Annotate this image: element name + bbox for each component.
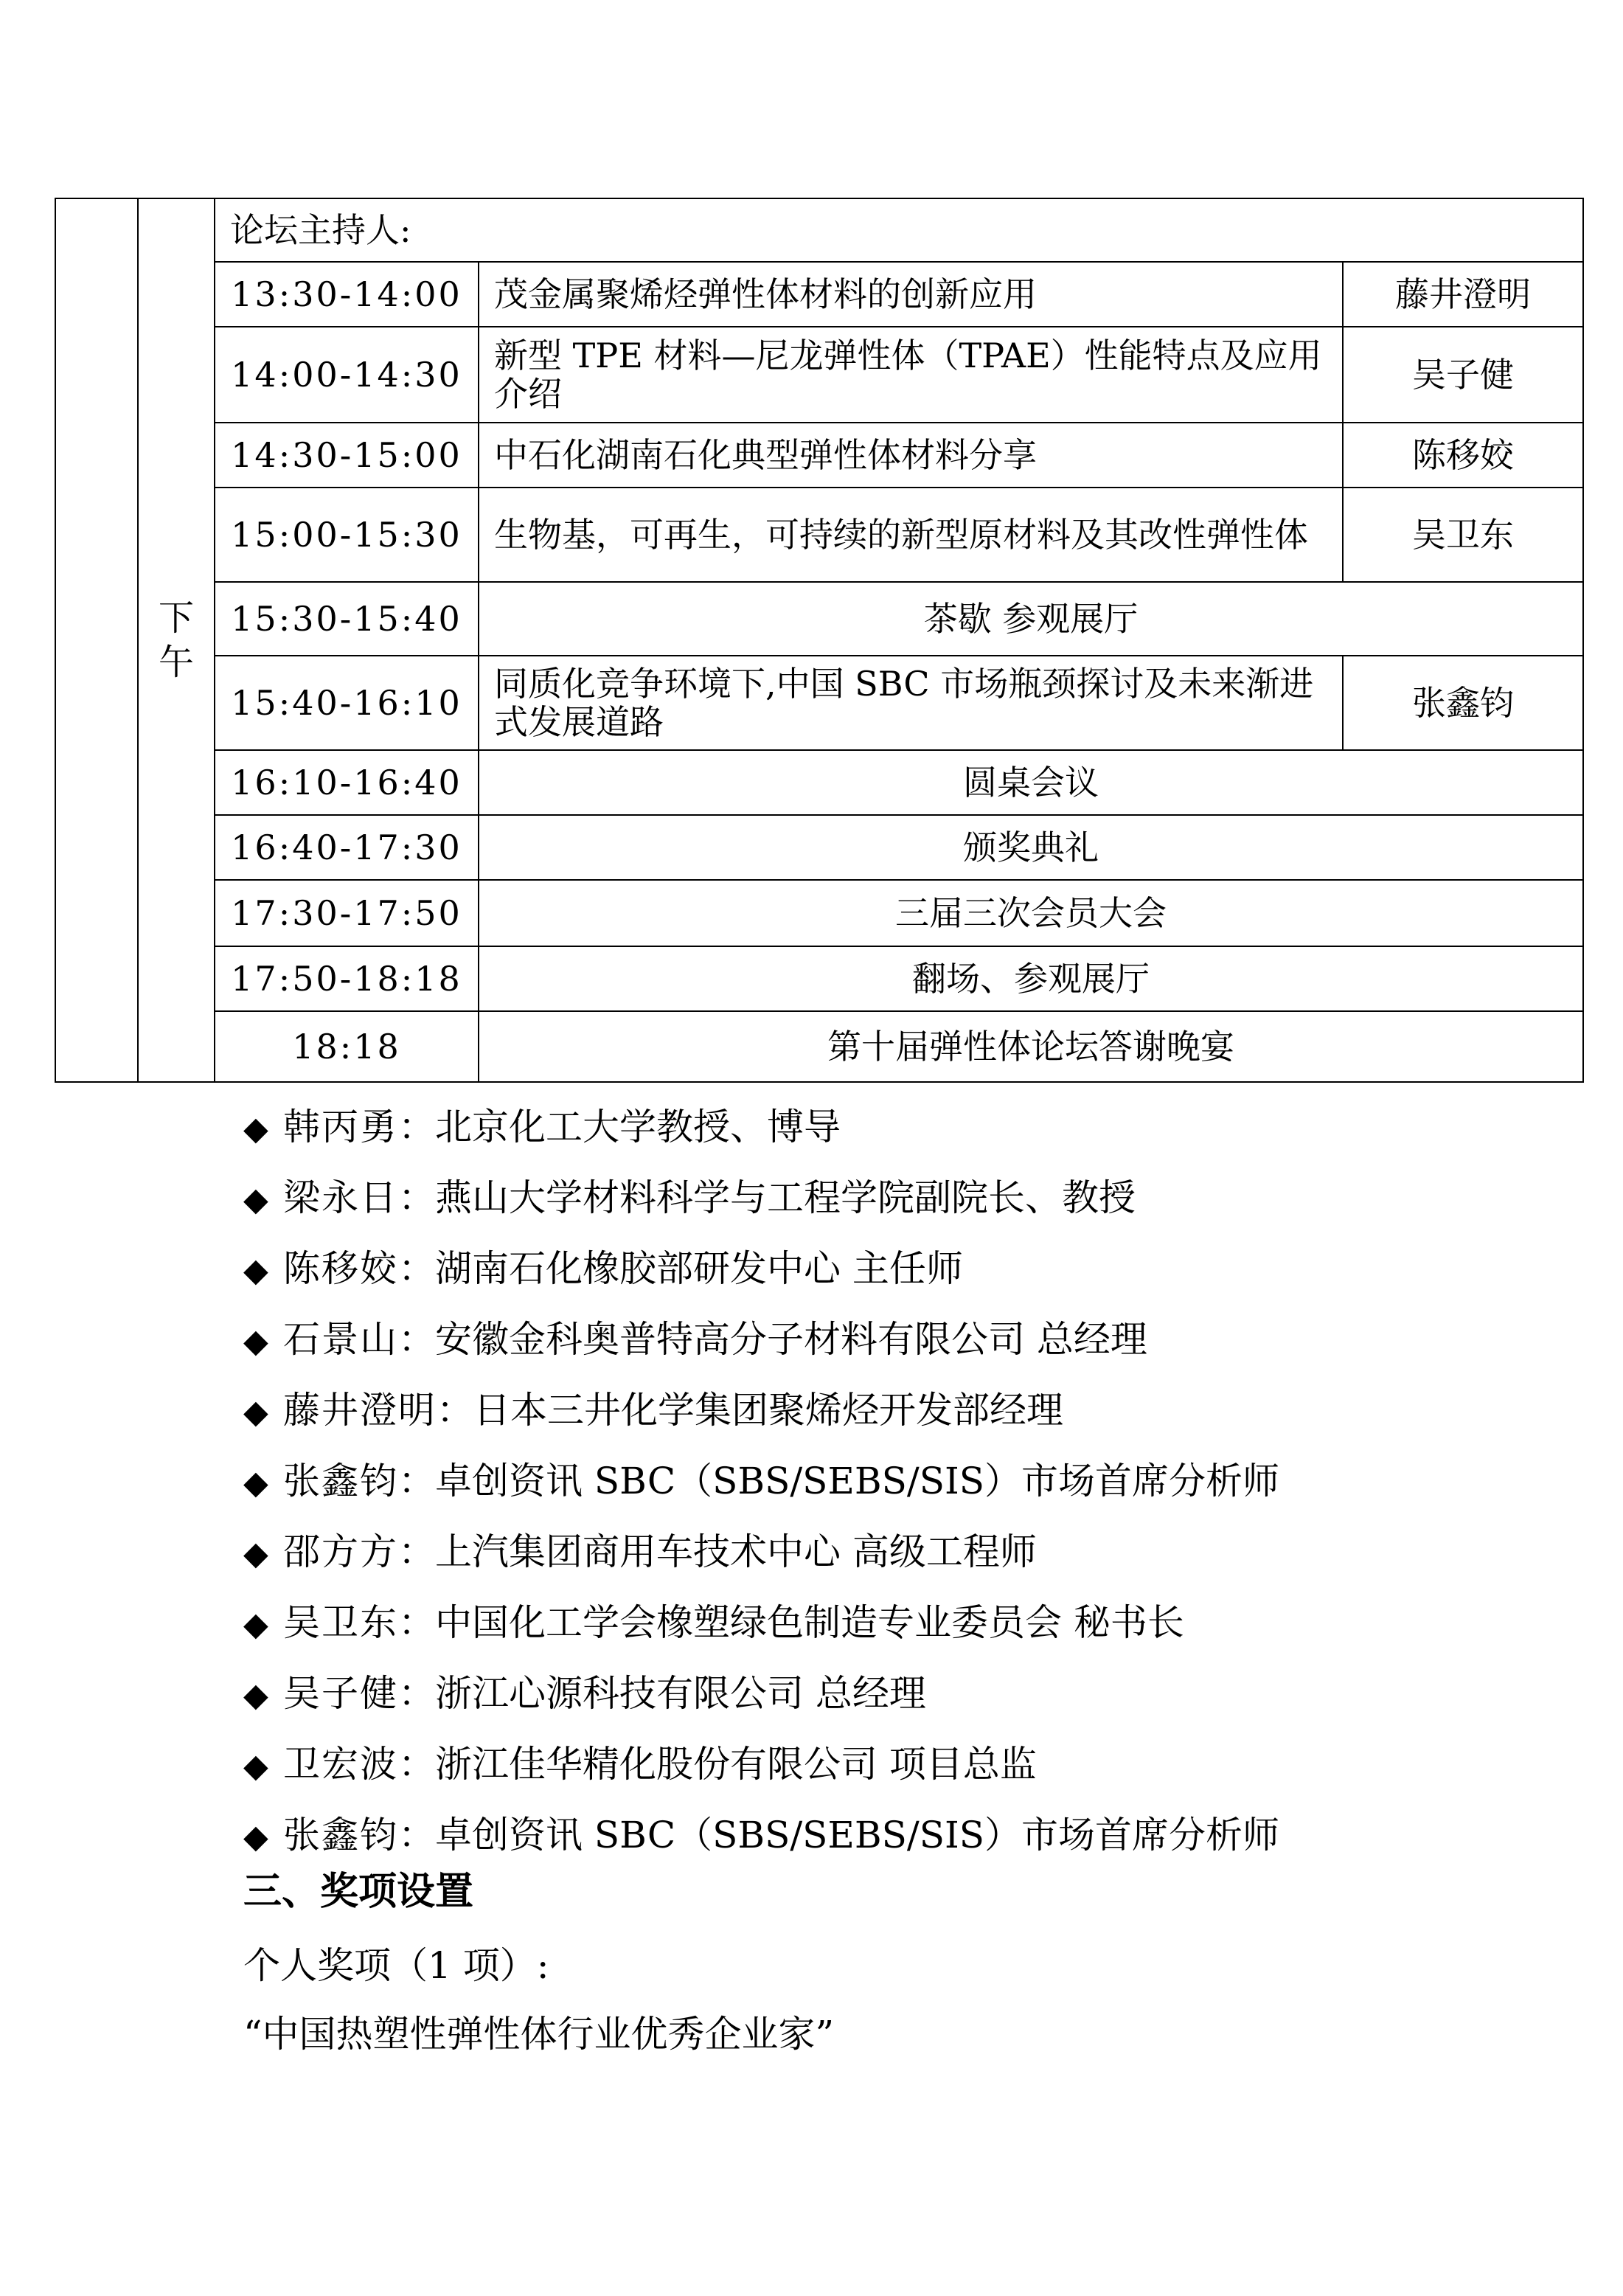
name-separator: ： xyxy=(398,1176,435,1219)
award-name: “中国热塑性弹性体行业优秀企业家” xyxy=(243,2013,835,2056)
schedule-row xyxy=(55,262,1583,327)
schedule-row xyxy=(55,815,1583,880)
row-time: 18:18 xyxy=(215,1011,479,1082)
speaker-name: 陈移姣 xyxy=(283,1247,398,1290)
speaker-title: 中国化工学会橡塑绿色制造专业委员会 秘书长 xyxy=(435,1601,1184,1644)
speaker-name: 梁永日 xyxy=(283,1176,398,1219)
speaker-title: 日本三井化学集团聚烯烃开发部经理 xyxy=(473,1389,1063,1432)
schedule-row xyxy=(55,327,1583,423)
row-topic: 同质化竞争环境下,中国 SBC 市场瓶颈探讨及未来渐进式发展道路 xyxy=(479,656,1343,750)
speaker-title: 北京化工大学教授、博导 xyxy=(435,1106,841,1148)
speaker-title: 浙江佳华精化股份有限公司 项目总监 xyxy=(435,1743,1037,1786)
name-separator: ： xyxy=(398,1814,435,1856)
speaker-title: 安徽金科奥普特高分子材料有限公司 总经理 xyxy=(435,1318,1147,1361)
schedule-row xyxy=(55,1011,1583,1082)
diamond-bullet-icon: ◆ xyxy=(243,1676,268,1714)
speaker-name: 卫宏波 xyxy=(283,1743,398,1786)
host-row xyxy=(55,198,1583,262)
host-label: 论坛主持人: xyxy=(215,198,1583,262)
name-separator: ： xyxy=(398,1530,435,1573)
name-separator: ： xyxy=(398,1460,435,1502)
speaker-title: 卓创资讯 SBC（SBS/SEBS/SIS）市场首席分析师 xyxy=(435,1814,1280,1856)
row-time: 14:30-15:00 xyxy=(215,423,479,488)
schedule-row xyxy=(55,750,1583,815)
row-topic: 新型 TPE 材料—尼龙弹性体（TPAE）性能特点及应用介绍 xyxy=(479,327,1343,423)
section-heading-awards: 三、奖项设置 xyxy=(243,1870,474,1914)
schedule-row xyxy=(55,880,1583,946)
row-speaker: 张鑫钧 xyxy=(1343,656,1583,750)
row-topic: 三届三次会员大会 xyxy=(479,880,1583,946)
speaker-item xyxy=(243,1233,1279,1304)
speaker-item xyxy=(243,1587,1279,1658)
period-cell xyxy=(138,198,215,1082)
row-speaker: 藤井澄明 xyxy=(1343,262,1583,327)
name-separator: ： xyxy=(398,1247,435,1290)
row-speaker: 吴卫东 xyxy=(1343,488,1583,582)
speaker-title: 燕山大学材料科学与工程学院副院长、教授 xyxy=(435,1176,1136,1219)
name-separator: ： xyxy=(398,1318,435,1361)
speaker-name: 张鑫钧 xyxy=(283,1814,398,1856)
schedule-row xyxy=(55,656,1583,750)
name-separator: ： xyxy=(398,1601,435,1644)
speaker-title: 上汽集团商用车技术中心 高级工程师 xyxy=(435,1530,1037,1573)
row-topic: 第十届弹性体论坛答谢晚宴 xyxy=(479,1011,1583,1082)
row-topic: 茂金属聚烯烃弹性体材料的创新应用 xyxy=(479,262,1343,327)
row-time: 17:30-17:50 xyxy=(215,880,479,946)
blank-column xyxy=(55,198,138,1082)
period-label: 下午 xyxy=(158,597,194,683)
schedule-row xyxy=(55,946,1583,1011)
speaker-item xyxy=(243,1375,1279,1446)
row-time: 15:40-16:10 xyxy=(215,656,479,750)
name-separator: ： xyxy=(437,1389,473,1432)
speaker-name: 吴子健 xyxy=(283,1672,398,1715)
afternoon-schedule-table xyxy=(55,198,1584,1083)
schedule-row xyxy=(55,423,1583,488)
row-speaker: 陈移姣 xyxy=(1343,423,1583,488)
speaker-title: 浙江心源科技有限公司 总经理 xyxy=(435,1672,926,1715)
diamond-bullet-icon: ◆ xyxy=(243,1464,268,1502)
row-topic: 茶歇 参观展厅 xyxy=(479,582,1583,656)
speaker-name: 吴卫东 xyxy=(283,1601,398,1644)
name-separator: ： xyxy=(398,1743,435,1786)
speaker-title: 湖南石化橡胶部研发中心 主任师 xyxy=(435,1247,963,1290)
diamond-bullet-icon: ◆ xyxy=(243,1181,268,1218)
diamond-bullet-icon: ◆ xyxy=(243,1322,268,1360)
speaker-item xyxy=(243,1092,1279,1162)
row-topic: 颁奖典礼 xyxy=(479,815,1583,880)
speaker-name: 邵方方 xyxy=(283,1530,398,1573)
row-time: 13:30-14:00 xyxy=(215,262,479,327)
speaker-item xyxy=(243,1446,1279,1516)
speaker-list xyxy=(243,1092,1279,1870)
diamond-bullet-icon: ◆ xyxy=(243,1252,268,1289)
speaker-name: 张鑫钧 xyxy=(283,1460,398,1502)
row-time: 15:00-15:30 xyxy=(215,488,479,582)
row-time: 16:10-16:40 xyxy=(215,750,479,815)
speaker-item xyxy=(243,1800,1279,1870)
name-separator: ： xyxy=(398,1672,435,1715)
diamond-bullet-icon: ◆ xyxy=(243,1606,268,1643)
speaker-item xyxy=(243,1658,1279,1729)
diamond-bullet-icon: ◆ xyxy=(243,1393,268,1431)
award-category: 个人奖项（1 项）: xyxy=(243,1944,549,1987)
speaker-item xyxy=(243,1304,1279,1375)
schedule-row xyxy=(55,582,1583,656)
row-time: 16:40-17:30 xyxy=(215,815,479,880)
diamond-bullet-icon: ◆ xyxy=(243,1747,268,1785)
row-topic: 生物基，可再生，可持续的新型原材料及其改性弹性体 xyxy=(479,488,1343,582)
name-separator: ： xyxy=(398,1106,435,1148)
speaker-name: 韩丙勇 xyxy=(283,1106,398,1148)
diamond-bullet-icon: ◆ xyxy=(243,1110,268,1148)
speaker-title: 卓创资讯 SBC（SBS/SEBS/SIS）市场首席分析师 xyxy=(435,1460,1280,1502)
row-time: 14:00-14:30 xyxy=(215,327,479,423)
diamond-bullet-icon: ◆ xyxy=(243,1818,268,1856)
speaker-name: 藤井澄明 xyxy=(283,1389,437,1432)
row-speaker: 吴子健 xyxy=(1343,327,1583,423)
row-topic: 中石化湖南石化典型弹性体材料分享 xyxy=(479,423,1343,488)
row-time: 15:30-15:40 xyxy=(215,582,479,656)
row-time: 17:50-18:18 xyxy=(215,946,479,1011)
schedule-row xyxy=(55,488,1583,582)
speaker-item xyxy=(243,1516,1279,1587)
speaker-name: 石景山 xyxy=(283,1318,398,1361)
diamond-bullet-icon: ◆ xyxy=(243,1535,268,1572)
row-topic: 圆桌会议 xyxy=(479,750,1583,815)
row-topic: 翻场、参观展厅 xyxy=(479,946,1583,1011)
speaker-item xyxy=(243,1729,1279,1800)
speaker-item xyxy=(243,1162,1279,1233)
